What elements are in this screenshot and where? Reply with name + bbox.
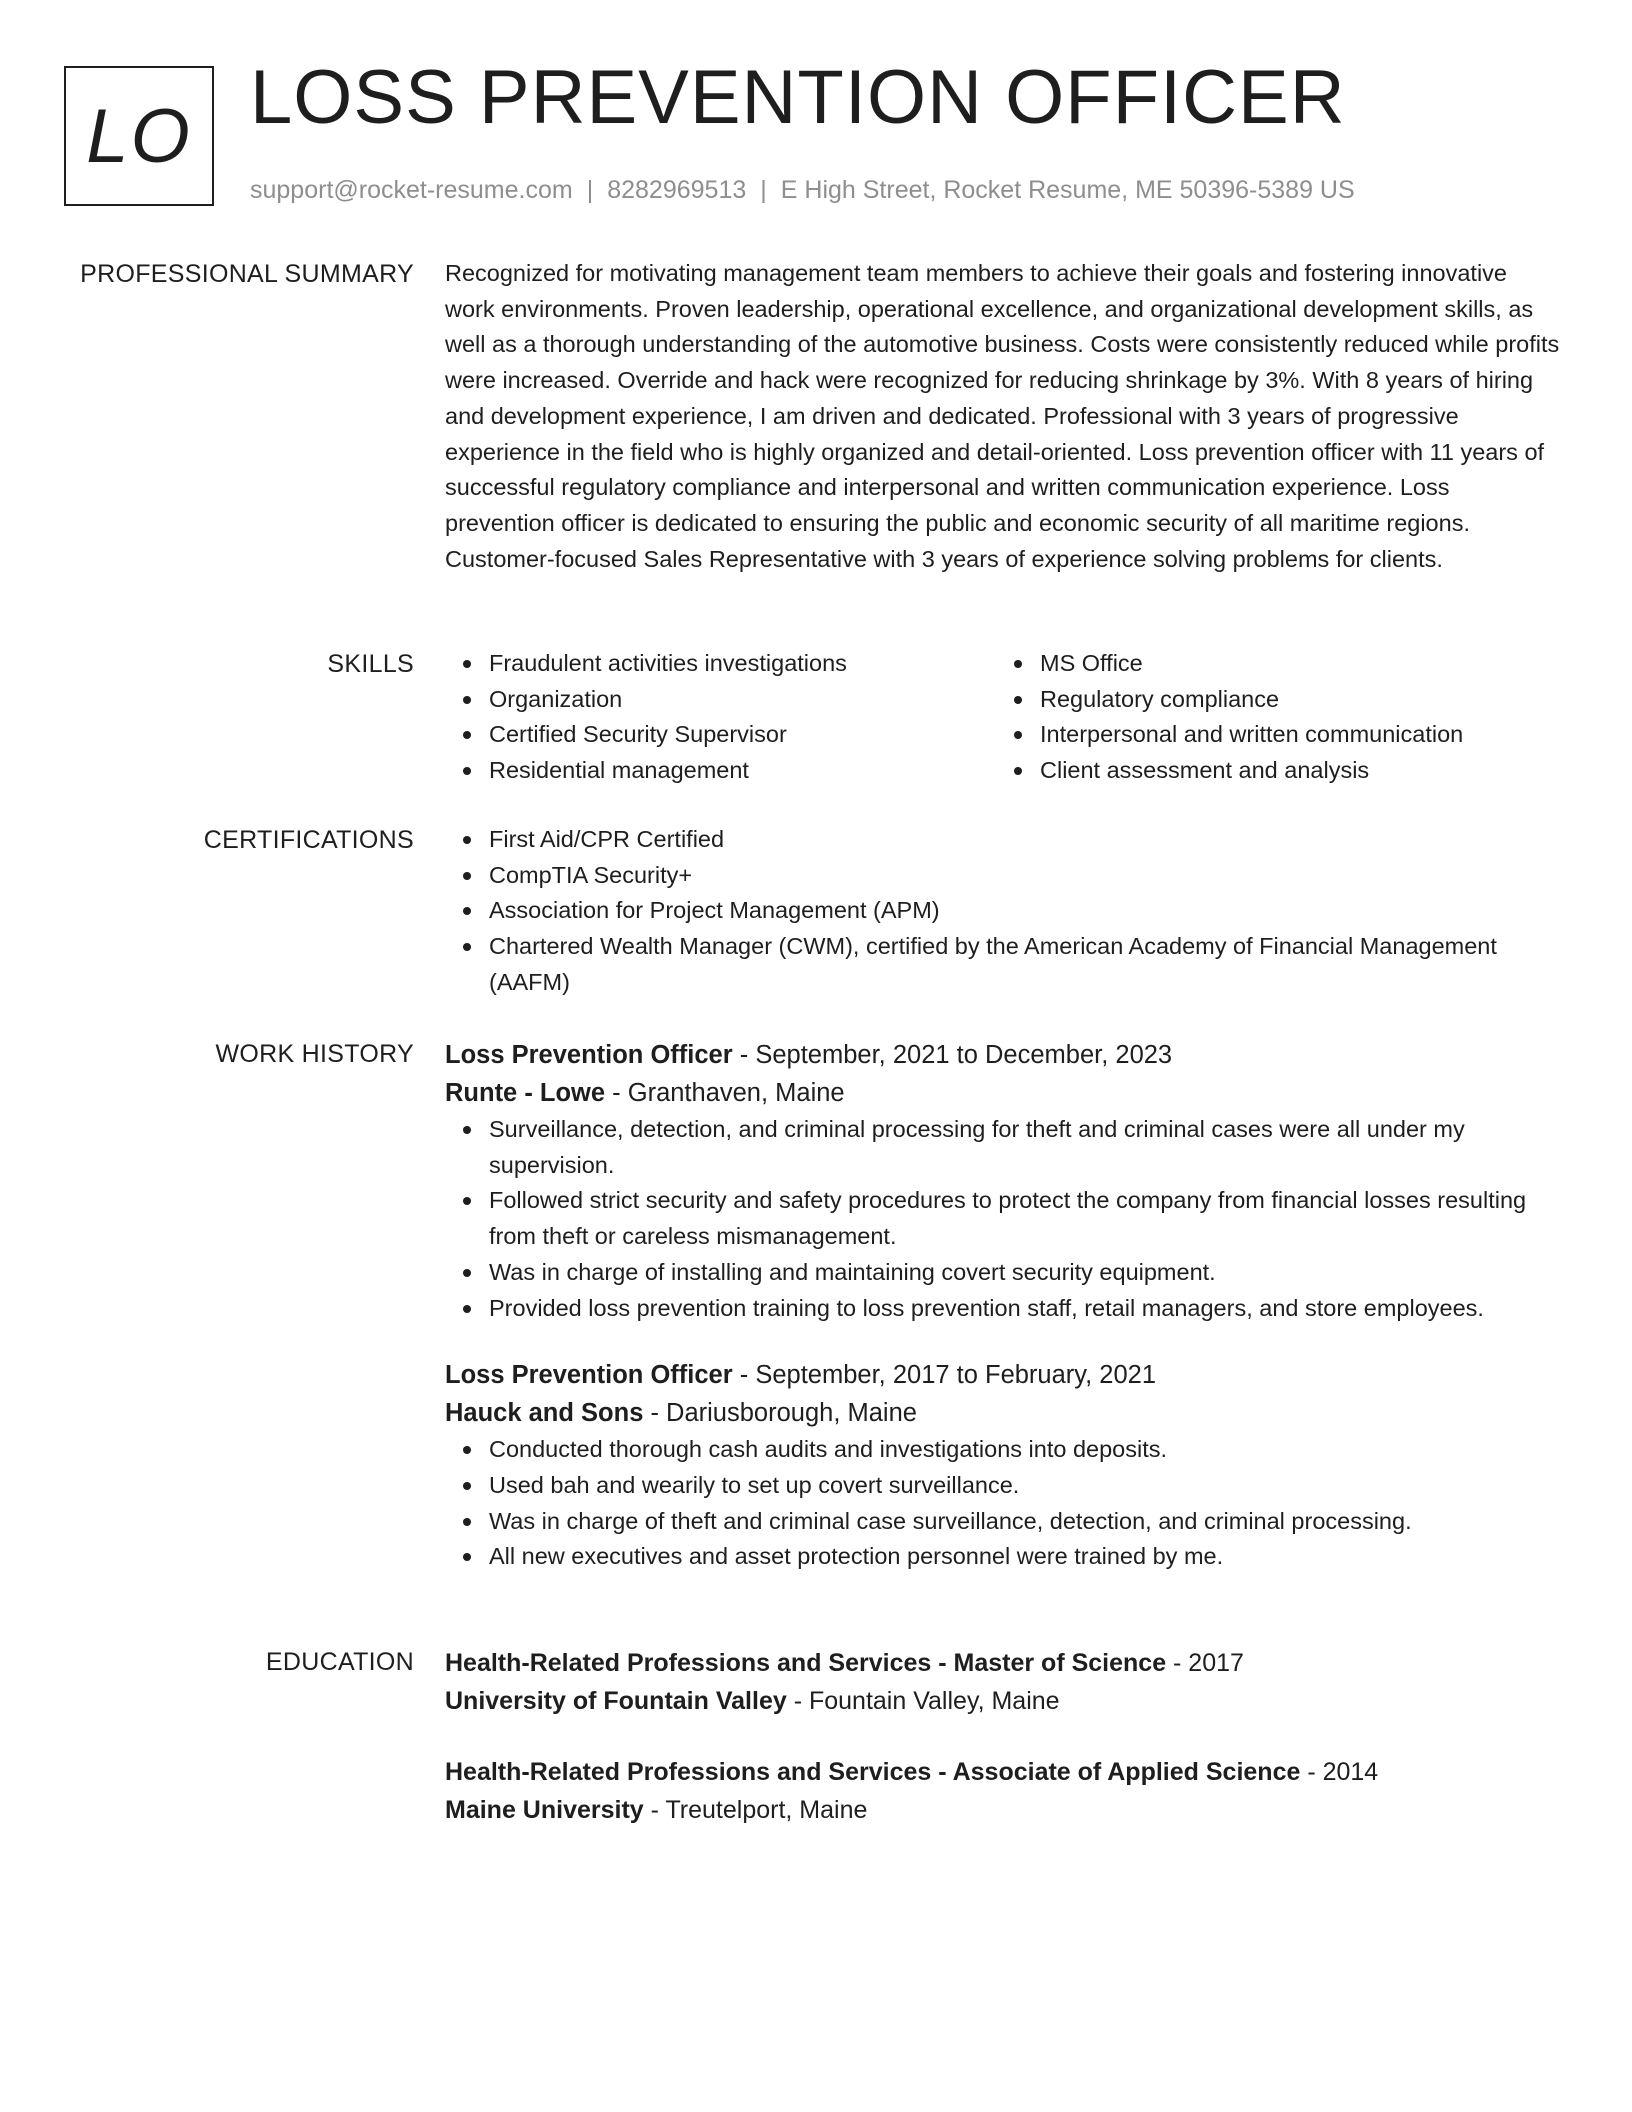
education-year: - 2014 <box>1300 1758 1379 1786</box>
section-label-summary: PROFESSIONAL SUMMARY <box>80 260 414 288</box>
job-responsibilities <box>445 1112 1560 1326</box>
job-company-line <box>445 1074 1560 1112</box>
job-responsibilities <box>445 1432 1560 1575</box>
responsibility-item: Provided loss prevention training to loss prevention staff, retail managers, and store employees. <box>489 1291 1560 1327</box>
contact-separator: | <box>760 176 767 204</box>
education-degree-line <box>445 1644 1560 1682</box>
job-title-line <box>445 1356 1560 1394</box>
responsibility-item: Surveillance, detection, and criminal processing for theft and criminal cases were all under my supervision. <box>489 1112 1560 1183</box>
summary-text: Recognized for motivating management team members to achieve their goals and fostering innovative work environments. Proven leadership, operational excellence, and organizational development skills, as well as a thorough understanding of the automotive business. Costs were consistently reduced while profits were increased. Override and hack were recognized for reducing shrinkage by 3%. With 8 years of hiring and development experience, I am driven and dedicated. Professional with 3 years of progressive experience in the field who is highly organized and detail-oriented. Loss prevention officer with 11 years of successful regulatory compliance and interpersonal and written communication experience. Loss prevention officer is dedicated to ensuring the public and economic security of all maritime regions. Customer-focused Sales Representative with 3 years of experience solving problems for clients. <box>445 260 1560 572</box>
section-label-skills: SKILLS <box>327 650 414 678</box>
skills-column-2 <box>996 646 1560 789</box>
responsibility-item: Was in charge of theft and criminal case surveillance, detection, and criminal processing. <box>489 1504 1560 1540</box>
certifications-list <box>445 822 1560 1001</box>
certification-item: Association for Project Management (APM) <box>489 893 1560 929</box>
education-degree: Health-Related Professions and Services - Master of Science <box>445 1649 1167 1677</box>
education-location: - Fountain Valley, Maine <box>786 1687 1060 1715</box>
contact-email: support@rocket-resume.com <box>250 176 573 204</box>
education-entry <box>445 1753 1560 1829</box>
responsibility-item: Conducted thorough cash audits and investigations into deposits. <box>489 1432 1560 1468</box>
job-company: Runte - Lowe <box>445 1079 606 1107</box>
contact-separator: | <box>586 176 594 204</box>
job-entry <box>445 1036 1560 1326</box>
skills-grid <box>445 646 1560 789</box>
education-body <box>445 1644 1560 1829</box>
certifications-body <box>445 822 1560 1001</box>
certification-item: First Aid/CPR Certified <box>489 822 1560 858</box>
job-entry <box>445 1356 1560 1575</box>
summary-body <box>445 256 1560 577</box>
education-year: - 2017 <box>1166 1649 1244 1677</box>
responsibility-item: All new executives and asset protection personnel were trained by me. <box>489 1539 1560 1575</box>
certification-item: CompTIA Security+ <box>489 858 1560 894</box>
education-degree-line <box>445 1753 1560 1791</box>
skill-item: Interpersonal and written communication <box>1040 717 1560 753</box>
monogram-box <box>64 66 214 206</box>
job-title: Loss Prevention Officer <box>445 1041 733 1069</box>
job-title-line <box>445 1036 1560 1074</box>
responsibility-item: Was in charge of installing and maintaining covert security equipment. <box>489 1255 1560 1291</box>
education-location: - Treutelport, Maine <box>643 1796 868 1824</box>
contact-line <box>250 172 1355 208</box>
education-school: University of Fountain Valley <box>445 1687 787 1715</box>
education-school-line <box>445 1791 1560 1829</box>
skills-column-1 <box>445 646 996 789</box>
job-company: Hauck and Sons <box>445 1399 644 1428</box>
job-company-line <box>445 1394 1560 1432</box>
skill-item: Regulatory compliance <box>1040 682 1560 718</box>
education-school: Maine University <box>445 1796 644 1824</box>
skill-item: MS Office <box>1040 646 1560 682</box>
education-degree: Health-Related Professions and Services - Associate of Applied Science <box>445 1758 1301 1786</box>
skill-item: Residential management <box>489 753 996 789</box>
job-location: - Dariusborough, Maine <box>643 1399 917 1428</box>
education-entry <box>445 1644 1560 1720</box>
work-history-body <box>445 1036 1560 1575</box>
job-title: Loss Prevention Officer <box>445 1361 733 1390</box>
skill-item: Organization <box>489 682 996 718</box>
section-label-education: EDUCATION <box>265 1648 414 1676</box>
certification-item: Chartered Wealth Manager (CWM), certified by the American Academy of Financial Management (AAFM) <box>489 929 1560 1000</box>
section-label-work-history: WORK HISTORY <box>215 1040 414 1068</box>
responsibility-item: Used bah and wearily to set up covert surveillance. <box>489 1468 1560 1504</box>
contact-address: E High Street, Rocket Resume, ME 50396-5389 US <box>780 176 1355 204</box>
skill-item: Client assessment and analysis <box>1040 753 1560 789</box>
monogram-initials: LO <box>86 93 192 179</box>
job-location: - Granthaven, Maine <box>605 1079 845 1107</box>
contact-phone: 8282969513 <box>607 176 747 204</box>
responsibility-item: Followed strict security and safety procedures to protect the company from financial losses resulting from theft or careless mismanagement. <box>489 1183 1560 1254</box>
job-dates: - September, 2017 to February, 2021 <box>732 1361 1157 1390</box>
skill-item: Certified Security Supervisor <box>489 717 996 753</box>
skill-item: Fraudulent activities investigations <box>489 646 996 682</box>
education-school-line <box>445 1682 1560 1720</box>
section-label-certifications: CERTIFICATIONS <box>203 826 414 854</box>
candidate-name: LOSS PREVENTION OFFICER <box>250 55 1346 140</box>
job-dates: - September, 2021 to December, 2023 <box>732 1041 1173 1069</box>
